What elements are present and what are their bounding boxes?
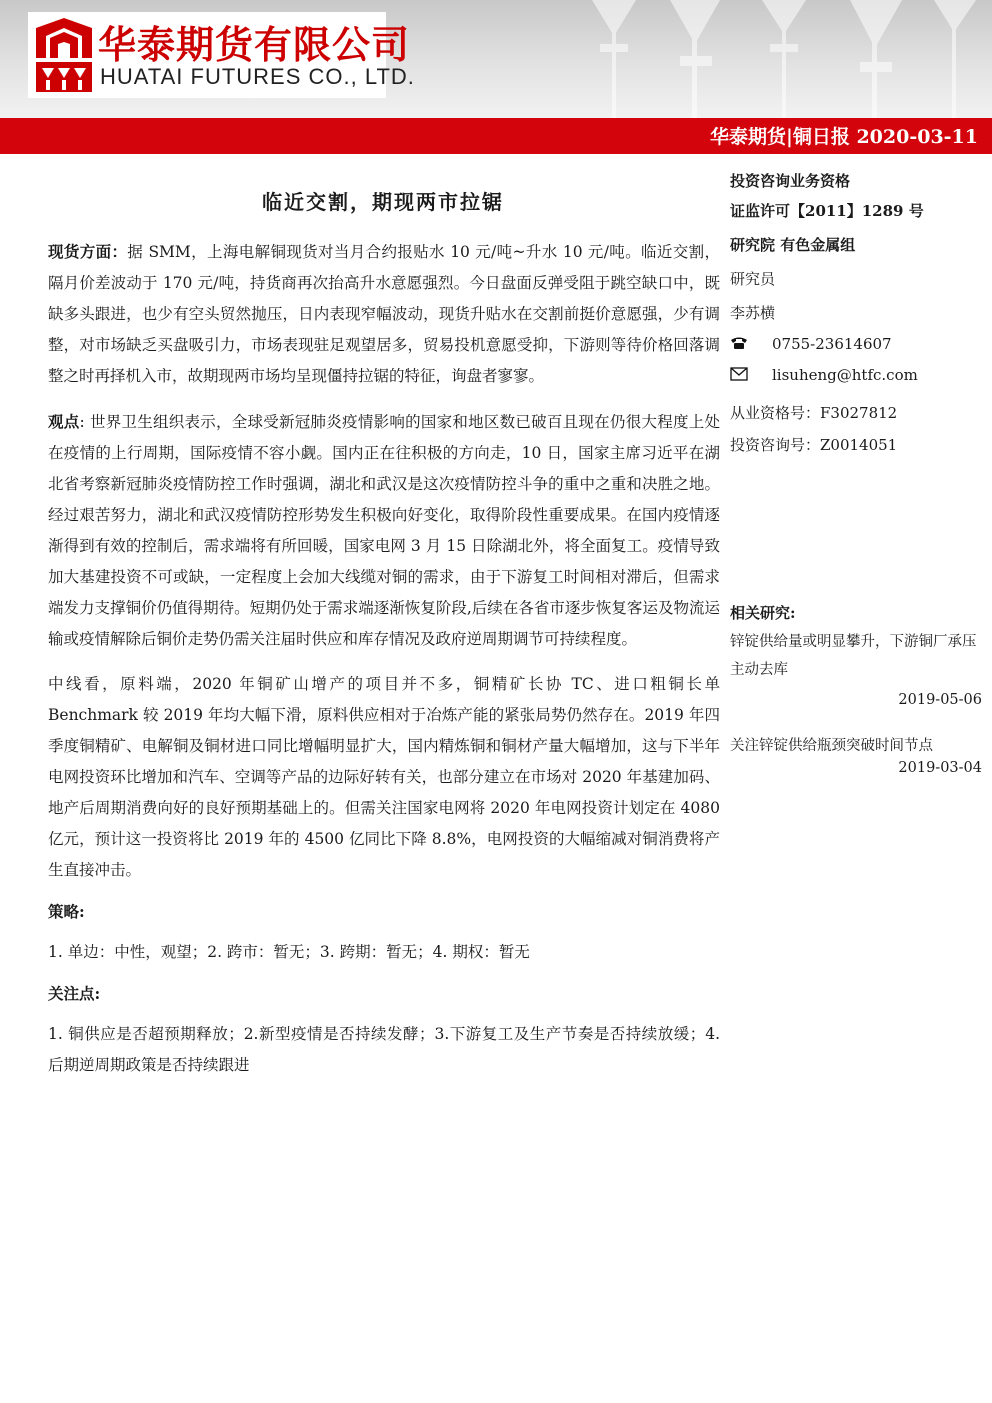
phone-icon	[730, 336, 754, 354]
related-item-title[interactable]: 锌锭供给量或明显攀升，下游铜厂承压主动去库	[730, 634, 977, 678]
logo-emblem-icon	[36, 18, 92, 92]
email-row	[730, 366, 918, 385]
spot-label: 现货方面	[48, 242, 112, 261]
view-label: 观点	[48, 412, 80, 431]
qualification-label: 投资咨询业务资格	[730, 172, 851, 190]
consultation-number: 投资咨询号：Z0014051	[730, 436, 898, 454]
header-banner	[0, 0, 992, 118]
envelope-icon	[730, 367, 754, 385]
department-label: 研究院 有色金属组	[730, 236, 856, 254]
focus-text: 1. 铜供应是否超预期释放；2.新型疫情是否持续发酵；3.下游复工及生产节奏是否持续放缓；4. 后期逆周期政策是否持续跟进	[48, 1025, 720, 1074]
related-item-date: 2019-03-04	[898, 760, 982, 776]
certification-number: 从业资格号：F3027812	[730, 404, 898, 422]
view-text: 世界卫生组织表示，全球受新冠肺炎疫情影响的国家和地区数已破百且现在仍很大程度上处在疫情的上行周期，国际疫情不容小觑。国内正在往积极的方向走，10 日，国家主席习近平在湖北省考察新冠肺炎疫情防控工作时强调，湖北和武汉是这次疫情防控斗争的重中之重和决胜之地。经过艰苦努力，湖北和武汉疫情防控形势发生积极向好变化，取得阶段性重要成果。在国内疫情逐渐得到有效的控制后，需求端将有所回暖，国家电网 3 月 15 日除湖北外，将全面复工。疫情导致加大基建投资不可或缺，一定程度上会加大线缆对铜的需求，由于下游复工时间相对滞后，但需求端发力支撑铜价仍值得期待。短期仍处于需求端逐渐恢复阶段,后续在各省市逐步恢复客运及物流运输或疫情解除后铜价走势仍需关注届时供应和库存情况及政府逆周期调节可持续程度。	[48, 413, 720, 648]
view-paragraph: 观点: 世界卫生组织表示，全球受新冠肺炎疫情影响的国家和地区数已破百且现在仍很大程度上处在疫情的上行周期，国际疫情不容小觑。国内正在往积极的方向走，10 日，国家主席习近平在湖北省考察新冠肺炎疫情防控工作时强调，湖北和武汉是这次疫情防控斗争的重中之重和决胜之地。经过艰苦努力，湖北和武汉疫情防控形势发生积极向好变化，取得阶段性重要成果。在国内疫情逐渐得到有效的控制后，需求端将有所回暖，国家电网 3 月 15 日除湖北外，将全面复工。疫情导致加大基建投资不可或缺，一定程度上会加大线缆对铜的需求，由于下游复工时间相对滞后，但需求端发力支撑铜价仍值得期待。短期仍处于需求端逐渐恢复阶段,后续在各省市逐步恢复客运及物流运输或疫情解除后铜价走势仍需关注届时供应和库存情况及政府逆周期调节可持续程度。	[48, 412, 720, 648]
license-label: 证监许可【2011】1289 号	[730, 202, 924, 220]
strategy-text: 1. 单边：中性，观望；2. 跨市：暂无；3. 跨期：暂无；4. 期权：暂无	[48, 943, 530, 961]
related-item-date: 2019-05-06	[898, 692, 982, 708]
analyst-name: 李苏横	[730, 304, 776, 322]
strategy-heading: 策略:	[48, 902, 85, 921]
spot-paragraph: 现货方面：据 SMM，上海电解铜现货对当月合约报贴水 10 元/吨~升水 10 元/吨。临近交割，隔月价差波动于 170 元/吨，持货商再次抬高升水意愿强烈。今日盘面反弹受阻于跳空缺口中，既缺多头跟进，也少有空头贸然抛压，日内表现窄幅波动，现货升贴水在交割前挺价意愿强，少有调整，对市场缺乏买盘吸引力，市场表现驻足观望居多，贸易投机意愿受抑，下游则等待价格回落调整之时再择机入市，故期现两市场均呈现僵持拉锯的特征，询盘者寥寥。	[48, 242, 720, 385]
related-item-title[interactable]: 关注锌锭供给瓶颈突破时间节点	[730, 738, 933, 754]
phone-row	[730, 335, 892, 354]
phone-number: 0755-23614607	[772, 335, 892, 353]
report-body	[48, 236, 720, 1081]
related-research-heading: 相关研究:	[730, 604, 796, 622]
decorative-lamp-graphic	[572, 0, 992, 118]
focus-heading: 关注点:	[48, 984, 101, 1003]
company-logo	[28, 12, 415, 98]
company-name-cn: 华泰期货有限公司	[98, 23, 411, 67]
company-name-en: HUATAI FUTURES CO., LTD.	[100, 64, 415, 89]
report-title-bar	[0, 118, 992, 154]
report-title: 临近交割，期现两市拉锯	[262, 190, 504, 214]
email-address[interactable]: lisuheng@htfc.com	[772, 366, 918, 384]
analyst-role: 研究员	[730, 270, 776, 288]
spot-text: 据 SMM，上海电解铜现货对当月合约报贴水 10 元/吨~升水 10 元/吨。临近交割，隔月价差波动于 170 元/吨，持货商再次抬高升水意愿强烈。今日盘面反弹受阻于跳空缺口中，既缺多头跟进，也少有空头贸然抛压，日内表现窄幅波动，现货升贴水在交割前挺价意愿强，少有调整，对市场缺乏买盘吸引力，市场表现驻足观望居多，贸易投机意愿受抑，下游则等待价格回落调整之时再择机入市，故期现两市场均呈现僵持拉锯的特征，询盘者寥寥。	[48, 243, 720, 385]
report-series-date: 华泰期货|铜日报 2020-03-11	[709, 126, 978, 148]
mid-term-paragraph: 中线看，原料端，2020 年铜矿山增产的项目并不多，铜精矿长协 TC、进口粗铜长单 Benchmark 较 2019 年均大幅下滑，原料供应相对于冶炼产能的紧张局势仍然存在。2019 年四季度铜精矿、电解铜及铜材进口同比增幅明显扩大，国内精炼铜和铜材产量大幅增加，这与下半年电网投资环比增加和汽车、空调等产品的边际好转有关，也部分建立在市场对 2020 年基建加码、地产后周期消费向好的良好预期基础上的。但需关注国家电网将 2020 年电网投资计划定在 4080 亿元，预计这一投资将比 2019 年的 4500 亿同比下降 8.8%，电网投资的大幅缩减对铜消费将产生直接冲击。	[48, 675, 720, 879]
